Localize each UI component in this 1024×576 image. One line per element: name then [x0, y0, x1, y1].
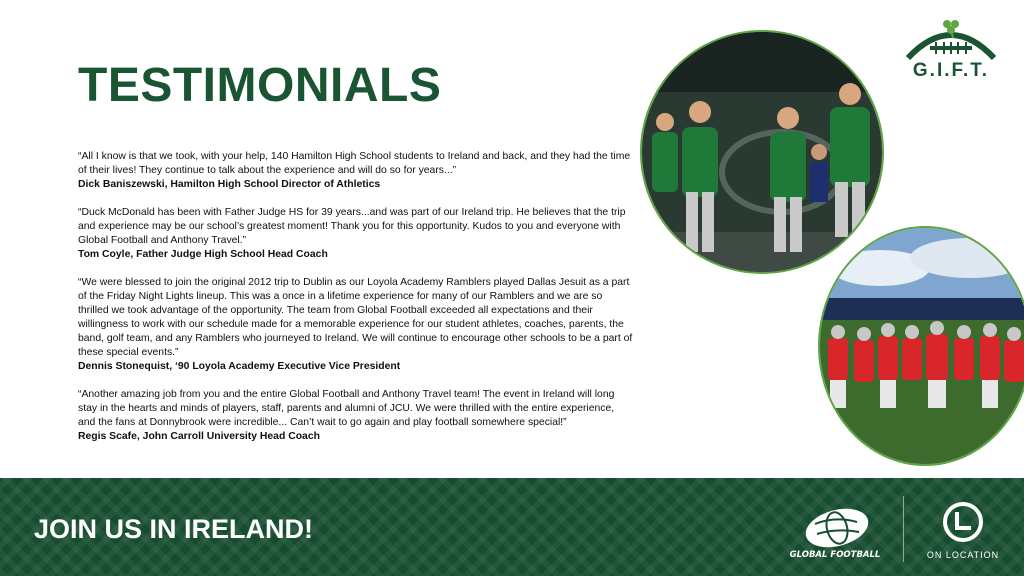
testimonial-author: Tom Coyle, Father Judge High School Head Coach [78, 249, 328, 260]
testimonial-quote: “We were blessed to join the original 2012 trip to Dublin as our Loyola Academy Ramblers played Dallas Jesuit as a part of the Friday Night Lights lineup. This was a once in a lifetime experience for many of our Ramblers and we are so thrilled we took advantage of the opportunity. The team from Global Football exceeded all expectations and their willingness to work with our schedule made for a memorable experience for our student athletes, coaches, parents, the band, golf team, and any Ramblers who journeyed to Ireland. We will continue to encourage other schools to be a part of these special events.” [78, 277, 633, 358]
goalpost-shamrock-icon [900, 18, 1002, 62]
gift-logo-text: G.I.F.T. [912, 60, 990, 81]
gift-logo [900, 18, 1002, 84]
on-location-logo [918, 500, 1008, 564]
testimonial-quote: “Duck McDonald has been with Father Judge HS for 39 years...and was part of our Ireland trip. He believes that the trip and experience may be our school’s greatest moment! Thank you for this opportunity. Kudos to you and everyone with Global Football and Anthony Travel.” [78, 207, 626, 246]
testimonial-quote: “Another amazing job from you and the entire Global Football and Anthony Travel team! The event in Ireland will long stay in the hearts and minds of players, staff, parents and alumni of JCU. We were thrilled with the entire experience, and the fans at Donnybrook were incredible... Can’t wait to go again and play football somewhere special!” [78, 389, 615, 428]
on-location-text: ON LOCATION [926, 550, 1000, 560]
testimonial-author: Regis Scafe, John Carroll University Head Coach [78, 431, 320, 442]
testimonial-quote: “All I know is that we took, with your help, 140 Hamilton High School students to Ireland and back, and they had the time of their lives! They continue to talk about the experience and will do so for years...” [78, 151, 631, 176]
on-location-icon [918, 500, 1008, 546]
testimonials-list [78, 150, 634, 458]
page-title: TESTIMONIALS [78, 59, 442, 112]
global-football-logo [785, 506, 885, 566]
footer-cta: JOIN US IN IRELAND! [34, 514, 314, 544]
global-football-text: GLOBAL FOOTBALL [789, 550, 881, 560]
football-globe-icon [785, 506, 885, 550]
field-photo [818, 226, 1024, 466]
footer-banner [0, 478, 1024, 576]
testimonial-author: Dennis Stonequist, ‘90 Loyola Academy Executive Vice President [78, 361, 401, 372]
testimonial-author: Dick Baniszewski, Hamilton High School Director of Athletics [78, 179, 381, 190]
stage-photo [640, 30, 884, 274]
footer-divider [903, 496, 904, 562]
